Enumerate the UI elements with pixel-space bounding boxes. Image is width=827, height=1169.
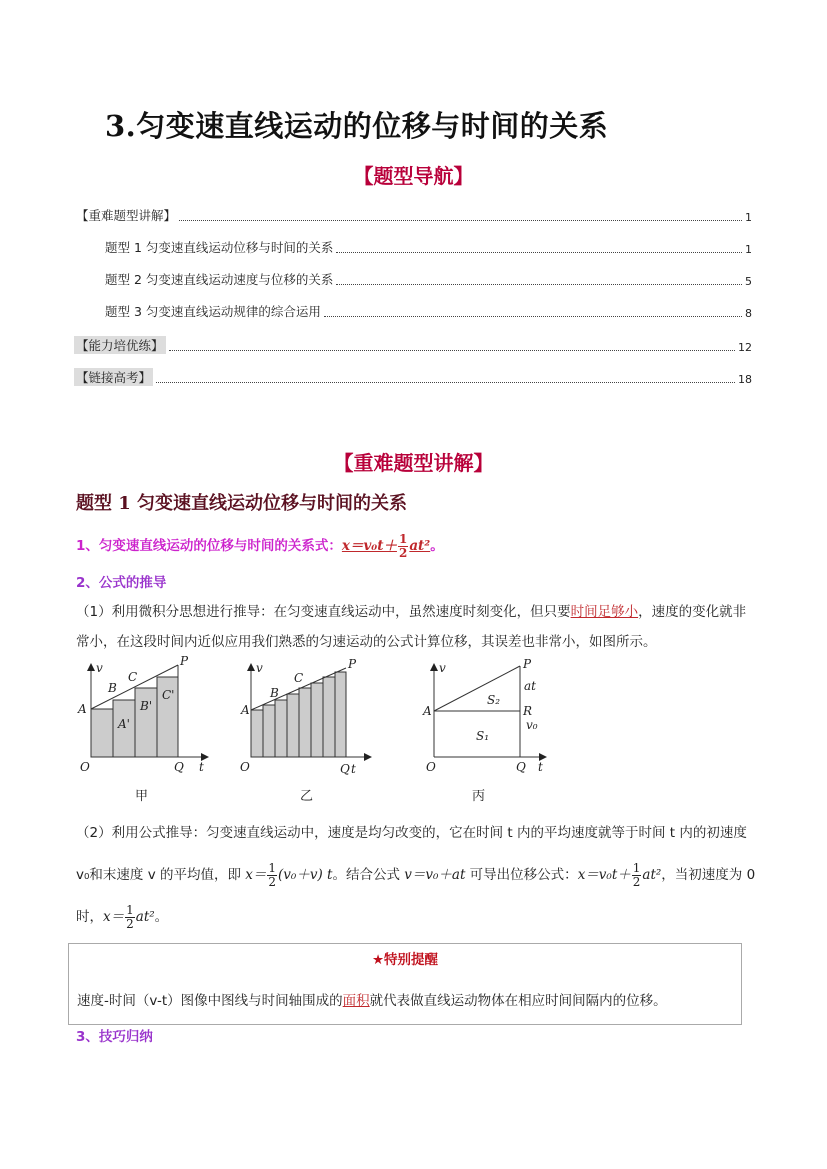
toc-page: 1 [745,211,752,224]
svg-text:A: A [78,702,87,716]
topic-heading: 题型 1 匀变速直线运动位移与时间的关系 [76,493,408,514]
svg-text:t: t [199,760,204,774]
svg-text:S₁: S₁ [476,729,490,743]
svg-text:Q: Q [516,760,526,774]
special-reminder-box [68,943,742,1025]
svg-text:A': A' [118,717,130,731]
highlight-text: 时间足够小 [570,604,639,620]
reminder-text: 速度-时间（v-t）图像中图线与时间轴围成的面积就代表做直线运动物体在相应时间间隔内的位移。 [77,993,667,1009]
svg-text:O: O [240,760,250,774]
svg-text:C: C [128,670,138,684]
toc-entry[interactable] [105,270,752,288]
toc-entry[interactable] [74,368,752,386]
toc-label: 【链接高考】 [76,370,152,385]
page-title: 3.匀变速直线运动的位移与时间的关系 [105,109,609,143]
svg-text:C': C' [162,688,175,702]
svg-text:P: P [523,657,532,671]
caption-yi: 乙 [300,789,314,804]
svg-text:v: v [439,661,446,675]
toc-entry[interactable] [105,302,752,320]
point-2: 2、公式的推导 [76,575,167,591]
svg-text:A: A [241,703,250,717]
svg-text:Q: Q [340,762,350,776]
toc-entry[interactable] [74,336,752,354]
toc-label: 题型 3 匀变速直线运动规律的综合运用 [105,304,321,319]
svg-text:t: t [351,762,356,776]
toc-page: 12 [738,341,752,354]
toc-entry[interactable] [76,206,752,224]
point-1-text: 1、匀变速直线运动的位移与时间的关系式： [76,538,342,554]
paragraph-1: （1）利用微积分思想进行推导：在匀变速直线运动中，虽然速度时刻变化，但只要时间足够小，速度的变化就非常小，在这段时间内近似应用我们熟悉的匀速运动的公式计算位移，其误差也非常小，如图所示。 [76,604,747,650]
svg-text:v: v [256,661,263,675]
svg-text:B': B' [140,699,153,713]
point-3: 3、技巧归纳 [76,1029,153,1045]
toc-page: 18 [738,373,752,386]
section-heading: 【重难题型讲解】 [333,451,494,475]
svg-text:B: B [270,686,279,700]
svg-text:C: C [294,671,304,685]
toc-label: 题型 1 匀变速直线运动位移与时间的关系 [105,240,334,255]
toc-page: 1 [745,243,752,256]
toc-label: 【重难题型讲解】 [76,208,177,223]
paragraph-2: （2）利用公式推导：匀变速直线运动中，速度是均匀改变的，它在时间 t 内的平均速度就等于时间 t 内的初速度 v₀和末速度 v 的平均值，即 x＝ $\frac{1}{2}$ (v₀＋v) t。结合公式 v＝v₀＋at 可导出位移公式：x＝v₀t＋ $\frac{1}{2}$ at²，当初速度为 0 时，x＝ $\frac{1}{2}$ at²。 [76,825,756,931]
toc-entry[interactable] [105,238,752,256]
toc-leader [169,349,735,351]
svg-text:v: v [96,661,103,675]
nav-heading: 【题型导航】 [353,164,474,188]
toc-leader [179,219,742,221]
svg-text:O: O [426,760,436,774]
point-1: 1、匀变速直线运动的位移与时间的关系式：x＝v₀t＋ $\frac{1}{2}$ at²。 [76,532,444,560]
svg-text:P: P [180,654,189,668]
svg-text:Q: Q [174,760,184,774]
svg-text:B: B [108,681,117,695]
svg-text:A: A [423,704,432,718]
toc-leader [156,381,735,383]
toc-page: 8 [745,307,752,320]
reminder-title: ★特别提醒 [371,952,439,968]
figure-yi [251,665,370,757]
caption-bing: 丙 [472,789,486,804]
svg-text:t: t [538,760,543,774]
toc-leader [324,315,742,317]
caption-jia: 甲 [135,789,149,804]
toc-leader [336,283,742,285]
svg-text:v₀: v₀ [526,718,538,732]
toc-label: 题型 2 匀变速直线运动速度与位移的关系 [105,272,334,287]
svg-text:S₂: S₂ [487,693,501,707]
svg-text:at: at [524,679,536,693]
svg-text:R: R [523,704,533,718]
toc-page: 5 [745,275,752,288]
toc-label: 【能力培优练】 [76,338,164,353]
toc-leader [336,251,742,253]
displacement-formula: x＝v₀t＋ $\frac{1}{2}$ at² [341,532,431,560]
vt-figures [0,640,827,815]
svg-text:O: O [80,760,90,774]
svg-text:P: P [348,657,357,671]
